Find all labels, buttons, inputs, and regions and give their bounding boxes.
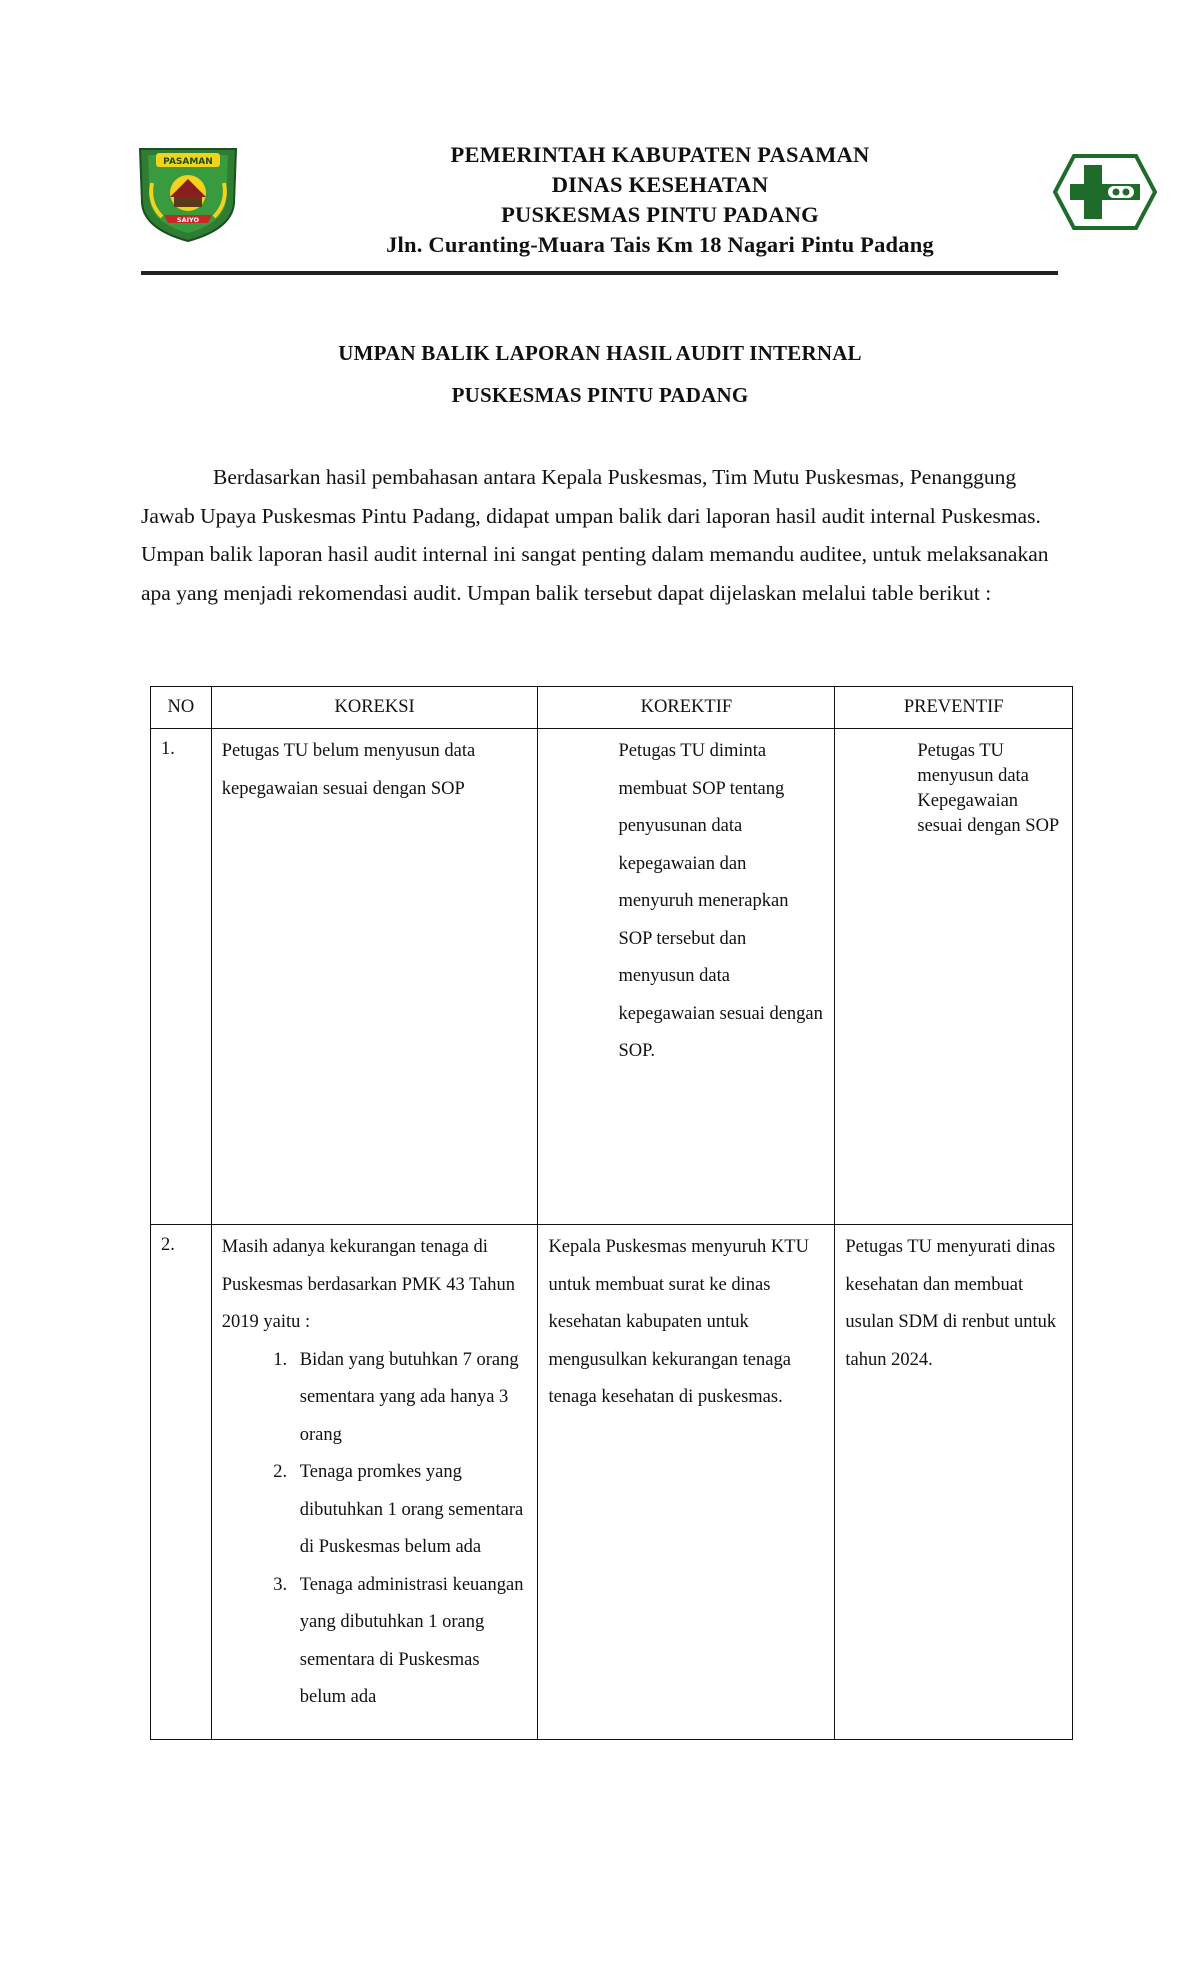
header-korektif: KOREKTIF xyxy=(538,687,835,729)
department-name: DINAS KESEHATAN xyxy=(551,172,769,197)
koreksi-cell xyxy=(211,1225,538,1740)
svg-text:SAIYO: SAIYO xyxy=(176,216,200,224)
svg-text:PASAMAN: PASAMAN xyxy=(163,157,213,167)
feedback-table xyxy=(150,686,1073,1740)
letterhead xyxy=(0,0,1200,280)
table-row xyxy=(151,729,1073,1225)
intro-text: Berdasarkan hasil pembahasan antara Kepala Puskesmas, Tim Mutu Puskesmas, Penanggung Jawab Upaya Puskesmas Pintu Padang, didapat umpan balik dari laporan hasil audit internal Puskesmas. Umpan balik laporan hasil audit internal ini sangat penting dalam memandu auditee, untuk melaksanakan apa yang menjadi rekomendasi audit. Umpan balik tersebut dapat dijelaskan melalui table berikut : xyxy=(141,465,1049,605)
pasaman-emblem-logo xyxy=(134,143,242,243)
header-preventif: PREVENTIF xyxy=(835,687,1073,729)
preventif-cell: Petugas TU menyusun data Kepegawaian sesuai dengan SOP xyxy=(835,729,1073,1225)
intro-paragraph xyxy=(141,458,1059,612)
agency-name: PEMERINTAH KABUPATEN PASAMAN xyxy=(450,142,870,167)
letterhead-divider xyxy=(141,271,1058,275)
list-item: 3. Tenaga administrasi keuangan yang dibutuhkan 1 orang sementara di Puskesmas belum ada xyxy=(292,1567,528,1717)
table-row xyxy=(151,1225,1073,1740)
koreksi-intro: Masih adanya kekurangan tenaga di Puskesmas berdasarkan PMK 43 Tahun 2019 yaitu : xyxy=(221,1237,516,1332)
row-number: 2. xyxy=(151,1225,212,1740)
letterhead-text xyxy=(300,140,1020,260)
document-title: UMPAN BALIK LAPORAN HASIL AUDIT INTERNAL xyxy=(338,341,862,365)
preventif-cell: Petugas TU menyurati dinas kesehatan dan membuat usulan SDM di renbut untuk tahun 2024. xyxy=(835,1225,1073,1740)
korektif-cell: Kepala Puskesmas menyuruh KTU untuk membuat surat ke dinas kesehatan kabupaten untuk mengusulkan kekurangan tenaga tenaga kesehatan di puskesmas. xyxy=(538,1225,835,1740)
address: Jln. Curanting-Muara Tais Km 18 Nagari Pintu Padang xyxy=(386,232,934,257)
header-koreksi: KOREKSI xyxy=(211,687,538,729)
list-item: 1. Bidan yang butuhkan 7 orang sementara yang ada hanya 3 orang xyxy=(292,1342,528,1455)
document-subtitle: PUSKESMAS PINTU PADANG xyxy=(451,383,749,407)
list-item: 2. Tenaga promkes yang dibutuhkan 1 orang sementara di Puskesmas belum ada xyxy=(292,1454,528,1567)
table-header-row xyxy=(151,687,1073,729)
row-number: 1. xyxy=(151,729,212,1225)
header-no: NO xyxy=(151,687,212,729)
korektif-cell: Petugas TU diminta membuat SOP tentang penyusunan data kepegawaian dan menyuruh menerapkan SOP tersebut dan menyusun data kepegawaian sesuai dengan SOP. xyxy=(538,729,835,1225)
puskesmas-logo xyxy=(1052,153,1158,231)
koreksi-cell: Petugas TU belum menyusun data kepegawaian sesuai dengan SOP xyxy=(211,729,538,1225)
puskesmas-name: PUSKESMAS PINTU PADANG xyxy=(501,202,819,227)
koreksi-list xyxy=(222,1342,528,1717)
